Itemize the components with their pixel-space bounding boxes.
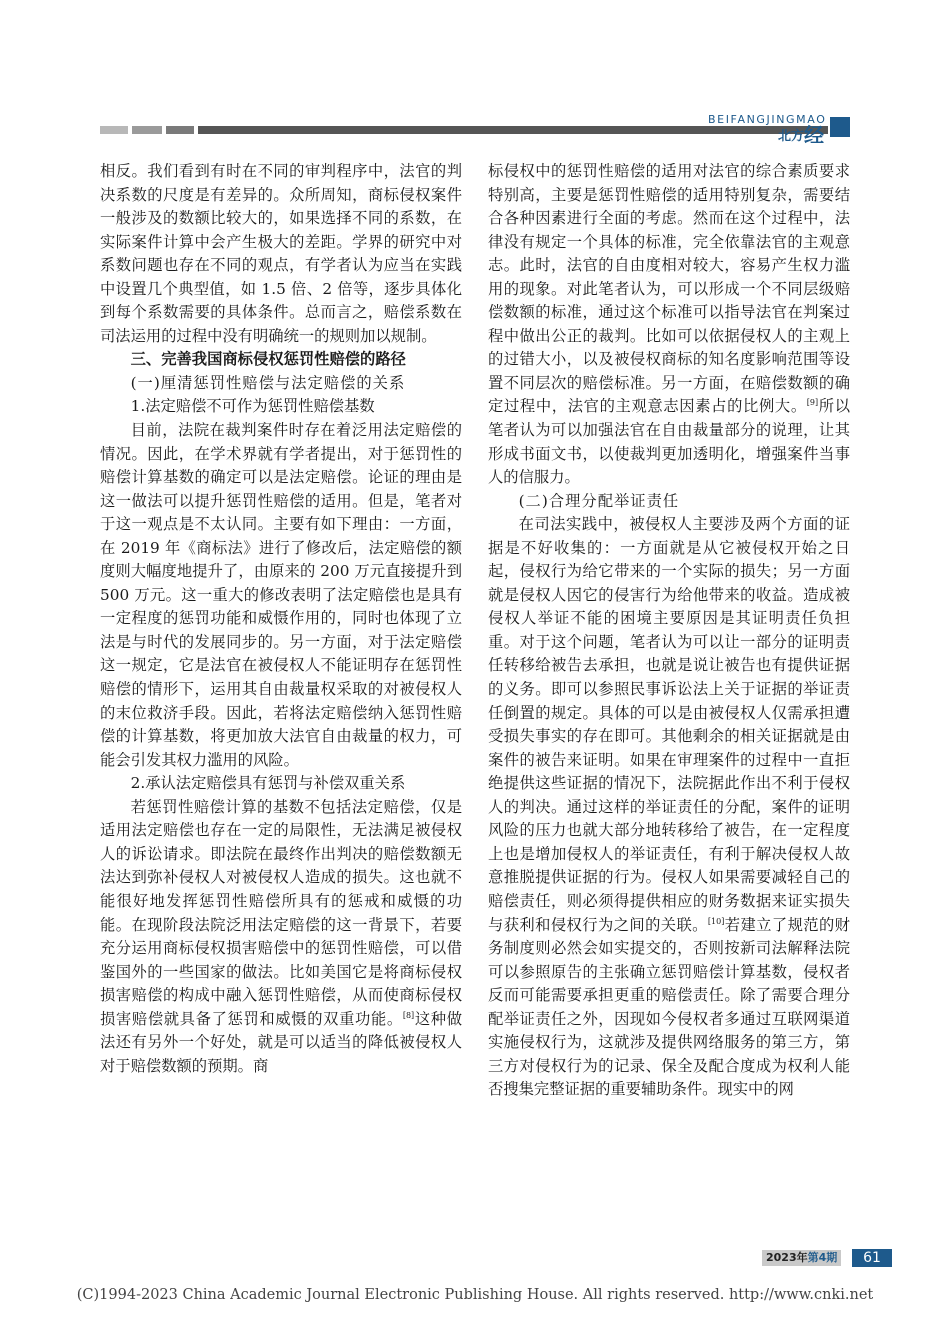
journal-name-cn-small: 北方	[778, 129, 805, 144]
right-column	[488, 160, 850, 1102]
journal-name-cn-big: 经	[804, 123, 825, 147]
paragraph	[100, 796, 462, 1079]
issue-year: 2023年	[766, 1251, 808, 1264]
journal-logo-block	[830, 117, 850, 137]
paragraph-text: 若惩罚性赔偿计算的基数不包括法定赔偿，仅是适用法定赔偿也存在一定的局限性，无法满足被侵权人的诉讼请求。即法院在最终作出判决的赔偿数额无法达到弥补侵权人对被侵权人造成的损失。这也就不能很好地发挥惩罚性赔偿所具有的惩戒和威慑的功能。在现阶段法院泛用法定赔偿的这一背景下，若要充分运用商标侵权损害赔偿中的惩罚性赔偿，可以借鉴国外的一些国家的做法。比如美国它是将商标侵权损害赔偿的构成中融入惩罚性赔偿，从而使商标侵权损害赔偿就具备了惩罚和威慑的双重功能。	[100, 797, 462, 1028]
citation-ref: [10]	[707, 916, 725, 926]
section-heading: 三、完善我国商标侵权惩罚性赔偿的路径	[130, 350, 406, 369]
paragraph: 相反。我们看到有时在不同的审判程序中，法官的判决系数的尺度是有差异的。众所周知，商标侵权案件一般涉及的数额比较大的，如果选择不同的系数，在实际案件计算中会产生极大的差距。学界的研究中对系数问题也存在不同的观点，有学者认为应当在实践中设置几个典型值，如 1.5 倍、2 倍等，逐步具体化到每个系数需要的具体条件。总而言之，赔偿系数在司法运用的过程中没有明确统一的规则加以规制。	[100, 162, 462, 345]
left-column	[100, 160, 462, 1078]
paragraph-text: 在司法实践中，被侵权人主要涉及两个方面的证据是不好收集的：一方面就是从它被侵权开始之日起，侵权行为给它带来的一个实际的损失；另一方面就是侵权人因它的侵害行为给他带来的收益。造成被侵权人举证不能的困境主要原因是其证明责任负担重。对于这个问题，笔者认为可以让一部分的证明责任转移给被告去承担，也就是说让被告也有提供证据的义务。即可以参照民事诉讼法上关于证据的举证责任倒置的规定。具体的可以是由被侵权人仅需承担遭受损失事实的存在即可。其他剩余的相关证据就是由案件的被告来证明。如果在审理案件的过程中一直拒绝提供这些证据的情况下，法院据此作出不利于侵权人的判决。通过这样的举证责任的分配，案件的证明风险的压力也就大部分地转移给了被告，在一定程度上也是增加侵权人的举证责任，有利于解决侵权人故意推脱提供证据的行为。侵权人如果需要减轻自己的赔偿责任，则必须得提供相应的财务数据来证实损失与获利和侵权行为之间的关联。	[488, 515, 850, 934]
paragraph-text: 若建立了规范的财务制度则必然会如实提交的，否则按新司法解释法院可以参照原告的主张确立惩罚赔偿计算基数，侵权者反而可能需要承担更重的赔偿责任。除了需要合理分配举证责任之外，因现如今侵权者多通过互联网渠道实施侵权行为，这就涉及提供网络服务的第三方，第三方对侵权行为的记录、保全及配合度成为权利人能否搜集完整证据的重要辅助条件。现实中的网	[488, 915, 850, 1099]
paragraph-text: 标侵权中的惩罚性赔偿的适用对法官的综合素质要求特别高，主要是惩罚性赔偿的适用特别复杂，需要结合各种因素进行全面的考虑。然而在这个过程中，法律没有规定一个具体的标准，完全依靠法官的主观意志。此时，法官的自由度相对较大，容易产生权力滥用的现象。对此笔者认为，可以形成一个不同层级赔偿数额的标准，通过这个标准可以指导法官在判案过程中做出公正的裁判。比如可以依据侵权人的主观上的过错大小，以及被侵权商标的知名度影响范围等设置不同层次的赔偿标准。另一方面，在赔偿数额的确定过程中，法官的主观意志因素占的比例大。	[488, 162, 850, 416]
issue-label	[762, 1250, 841, 1266]
paragraph-text: 所以笔者认为可以加强法官在自由裁量部分的说理，让其形成书面文书，以使裁判更加透明化，增强案件当事人的信服力。	[488, 397, 850, 487]
subsubsection-heading: 1.法定赔偿不可作为惩罚性赔偿基数	[130, 397, 375, 416]
header-rule	[100, 126, 828, 134]
paragraph-text: 这种做法还有另外一个好处，就是可以适当的降低被侵权人对于赔偿数额的预期。商	[100, 1009, 462, 1075]
subsection-heading: (二)合理分配举证责任	[518, 491, 680, 510]
citation-ref: [9]	[806, 398, 819, 408]
copyright-notice: (C)1994-2023 China Academic Journal Electronic Publishing House. All rights reserved. http://www.cnki.net	[76, 1287, 874, 1303]
page-number: 61	[852, 1249, 892, 1267]
paragraph	[488, 160, 850, 490]
journal-name-cn	[778, 118, 824, 147]
subsection-heading: (一)厘清惩罚性赔偿与法定赔偿的关系	[130, 373, 406, 392]
issue-number: 第4期	[807, 1251, 838, 1264]
citation-ref: [8]	[402, 1010, 415, 1020]
subsubsection-heading: 2.承认法定赔偿具有惩罚与补偿双重关系	[130, 774, 406, 793]
journal-name-en: BEIFANGJINGMAO	[708, 113, 827, 126]
paragraph: 目前，法院在裁判案件时存在着泛用法定赔偿的情况。因此，在学术界就有学者提出，对于惩罚性的赔偿计算基数的确定可以是法定赔偿。论证的理由是这一做法可以提升惩罚性赔偿的适用。但是，笔者对于这一观点是不太认同。主要有如下理由：一方面，在 2019 年《商标法》进行了修改后，法定赔偿的额度则大幅度地提升了，由原来的 200 万元直接提升到 500 万元。这一重大的修改表明了法定赔偿也是具有一定程度的惩罚功能和威慑作用的，同时也体现了立法是与时代的发展同步的。另一方面，对于法定赔偿这一规定，它是法官在被侵权人不能证明存在惩罚性赔偿的情形下，运用其自由裁量权采取的对被侵权人的末位救济手段。因此，若将法定赔偿纳入惩罚性赔偿的计算基数，将更加放大法官自由裁量的权力，可能会引发其权力滥用的风险。	[100, 421, 462, 769]
paragraph	[488, 513, 850, 1102]
